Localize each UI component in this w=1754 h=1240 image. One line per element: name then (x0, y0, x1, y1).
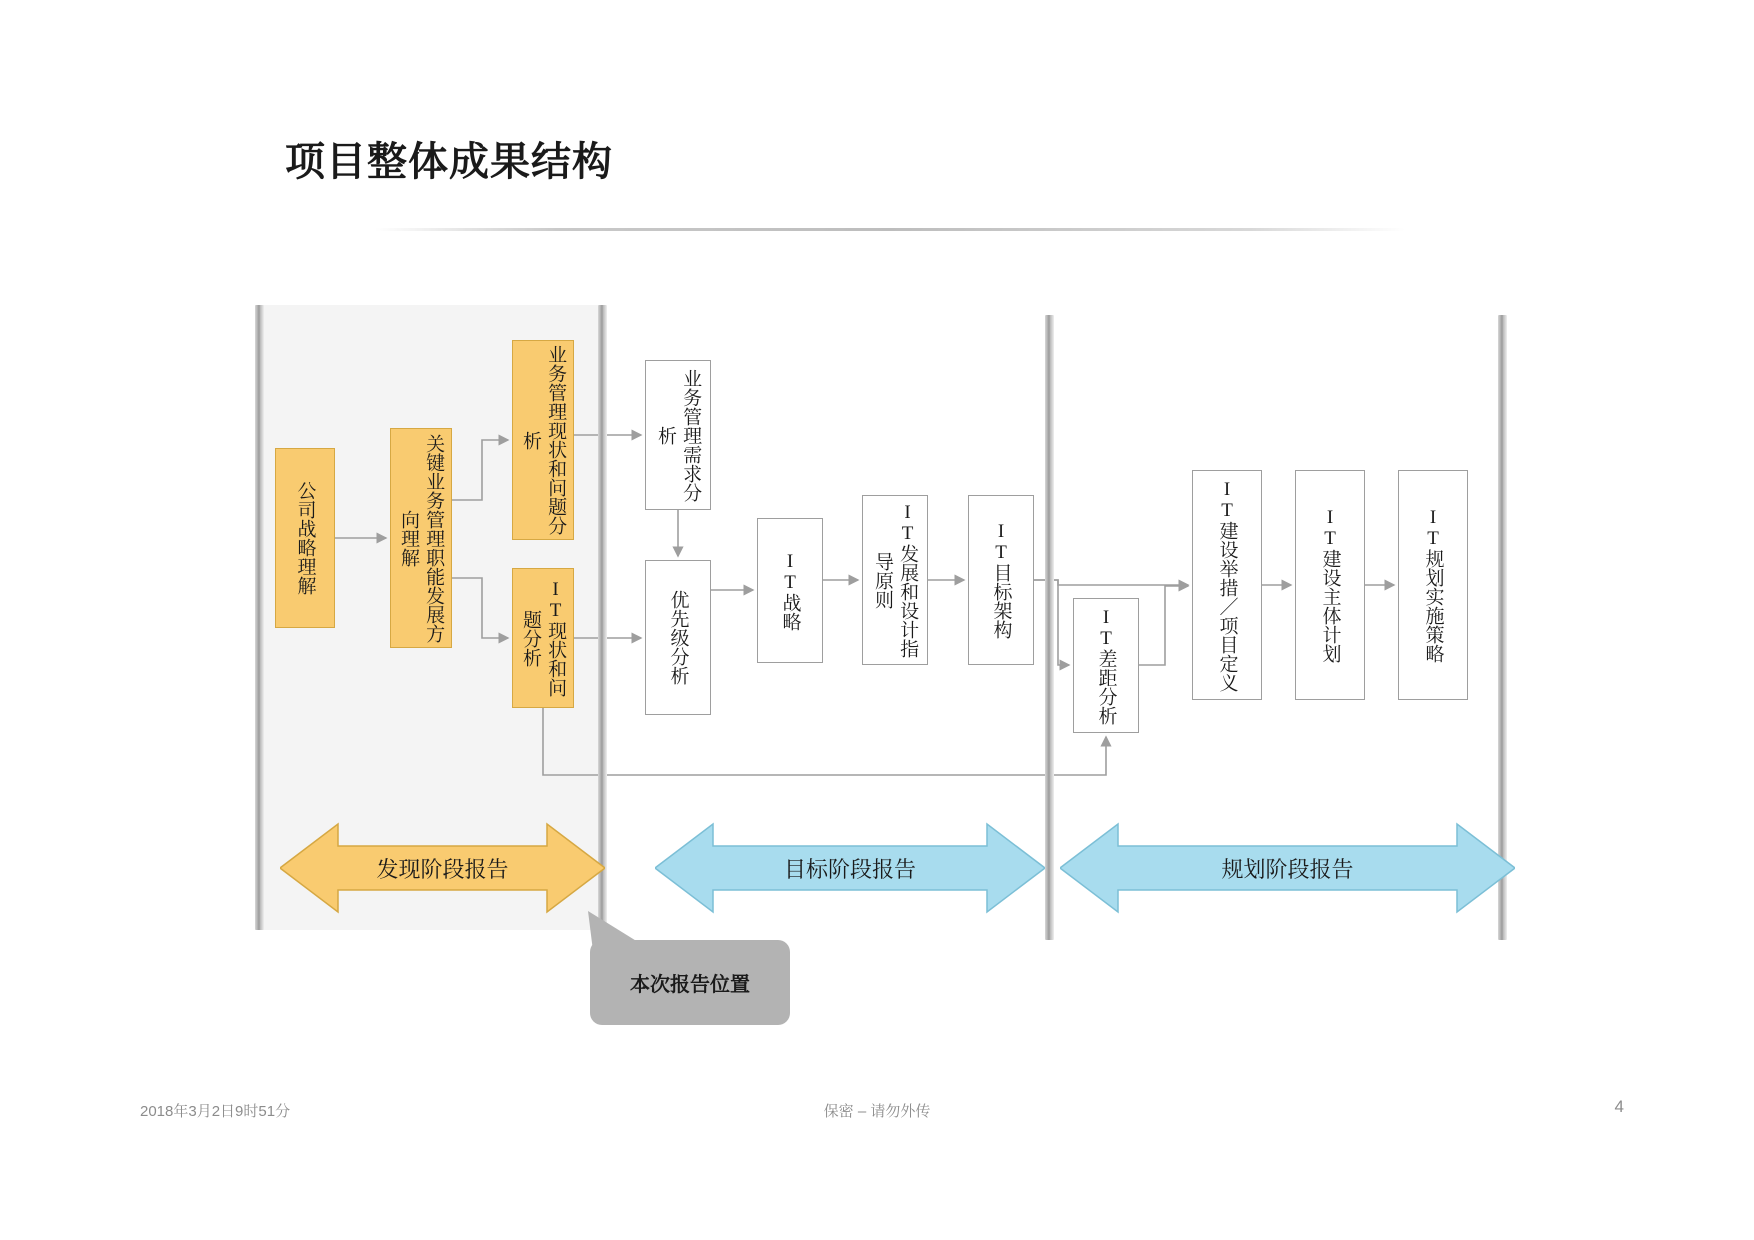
node-it-strategy[interactable] (757, 518, 823, 663)
phase-separator-3 (1045, 315, 1054, 940)
phase-separator-1 (255, 305, 264, 930)
node-label: IT发展和设计指导原则 (872, 502, 919, 658)
footer-page-number: 4 (1614, 1097, 1624, 1116)
node-label: 公司战略理解 (294, 481, 316, 595)
node-label: 业务管理现状和问题分析 (520, 345, 567, 535)
footer-confidential: 保密 – 请勿外传 (823, 1103, 931, 1120)
node-label: 关键业务管理职能发展方向理解 (398, 433, 445, 643)
node-business-status-analysis[interactable] (512, 340, 574, 540)
node-label: IT建设举措／项目定义 (1216, 478, 1238, 692)
page-title: 项目整体成果结构 (285, 139, 613, 184)
node-label: 优先级分析 (667, 590, 689, 685)
node-it-initiative-definition[interactable] (1192, 470, 1262, 700)
node-it-gap-analysis[interactable] (1073, 598, 1139, 733)
callout-label: 本次报告位置 (630, 974, 750, 996)
node-label: IT规划实施策略 (1422, 507, 1444, 663)
phase-arrow-label: 目标阶段报告 (783, 856, 916, 882)
node-label: IT差距分析 (1095, 606, 1117, 725)
node-label: IT建设主体计划 (1319, 507, 1341, 663)
phase-arrow-target[interactable] (655, 818, 1045, 918)
phase-arrow-label: 发现阶段报告 (376, 856, 509, 882)
phase-arrow-planning[interactable] (1060, 818, 1515, 918)
node-it-build-main-plan[interactable] (1295, 470, 1365, 700)
node-label: IT战略 (779, 550, 801, 631)
node-priority-analysis[interactable] (645, 560, 711, 715)
node-business-requirement-analysis[interactable] (645, 360, 711, 510)
node-it-design-principles[interactable] (862, 495, 928, 665)
node-company-strategy[interactable] (275, 448, 335, 628)
node-label: 业务管理需求分析 (655, 368, 702, 502)
node-it-implementation-strategy[interactable] (1398, 470, 1468, 700)
phase-arrow-label: 规划阶段报告 (1221, 856, 1354, 882)
footer-date: 2018年3月2日9时51分 (140, 1103, 291, 1120)
node-key-business-direction[interactable] (390, 428, 452, 648)
node-label: IT目标架构 (990, 521, 1012, 639)
node-it-status-analysis[interactable] (512, 568, 574, 708)
node-it-target-architecture[interactable] (968, 495, 1034, 665)
phase-arrow-discovery[interactable] (280, 818, 605, 918)
current-report-callout (590, 940, 790, 1025)
node-label: IT现状和问题分析 (520, 579, 567, 697)
